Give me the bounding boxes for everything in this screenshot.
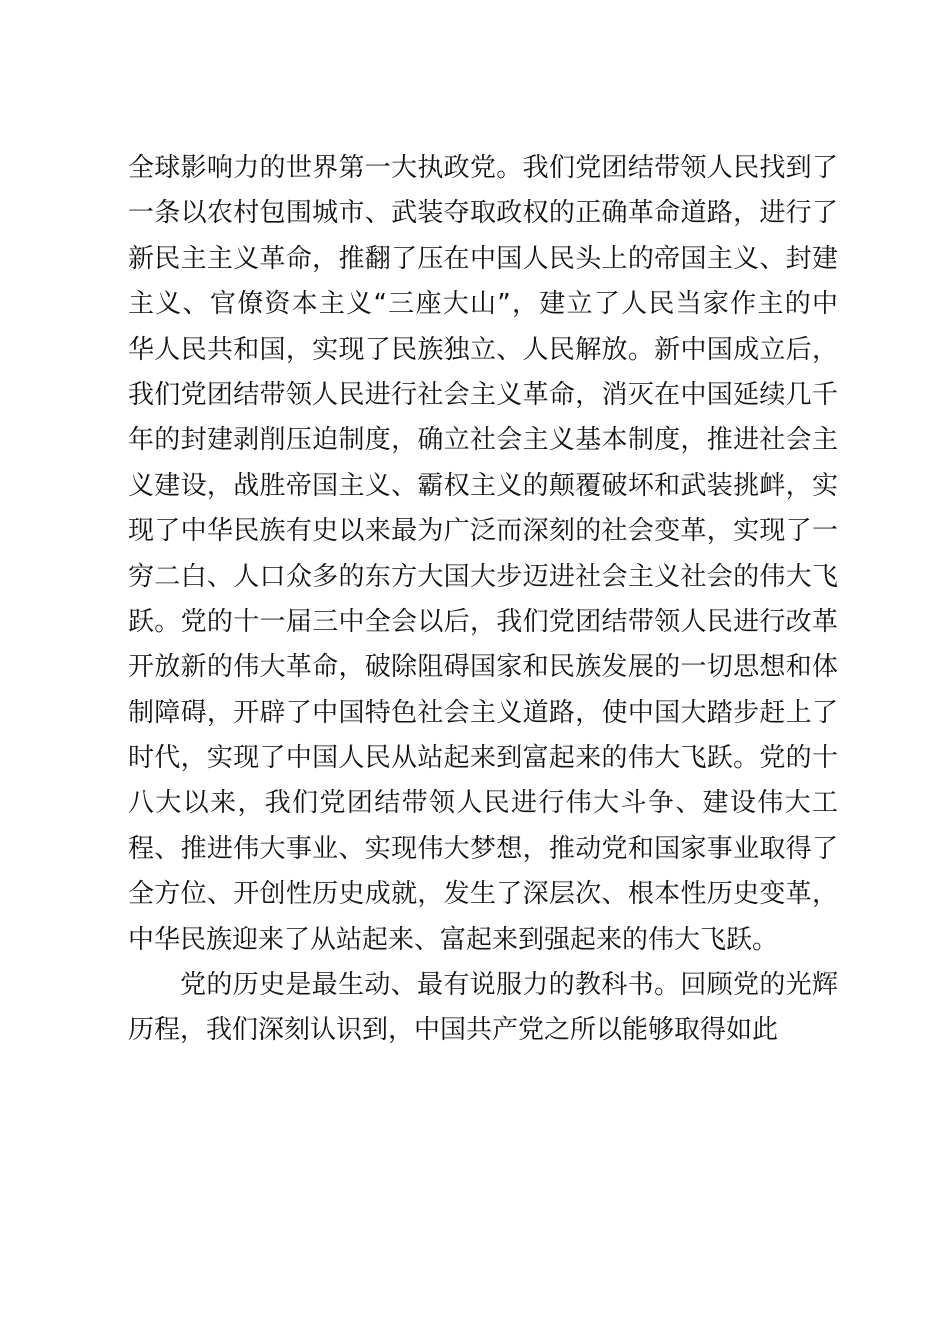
text-line: 历程，我们深刻认识到，中国共产党之所以能够取得如此 — [128, 1015, 779, 1046]
text-line: 现了中华民族有史以来最为广泛而深刻的社会变革，实现了一 — [128, 516, 838, 547]
body-text — [128, 146, 838, 1054]
text-line: 我们党团结带领人民进行社会主义革命，消灭在中国延续几千 — [128, 379, 838, 410]
paragraph-first-line: 党的历史是最生动、最有说服力的教科书。回顾党的光辉 — [180, 970, 838, 1001]
paragraph-last-line: 中华民族迎来了从站起来、富起来到强起来的伟大飞跃。 — [128, 924, 779, 955]
text-line: 跃。党的十一届三中全会以后，我们党团结带领人民进行改革 — [128, 606, 838, 637]
text-line: 新民主主义革命，推翻了压在中国人民头上的帝国主义、封建 — [128, 243, 838, 274]
text-line: 开放新的伟大革命，破除阻碍国家和民族发展的一切思想和体 — [128, 652, 838, 683]
text-line: 一条以农村包围城市、武装夺取政权的正确革命道路，进行了 — [128, 198, 838, 229]
text-line: 程、推进伟大事业、实现伟大梦想，推动党和国家事业取得了 — [128, 833, 838, 864]
text-line: 主义、官僚资本主义“三座大山”，建立了人民当家作主的中 — [128, 289, 838, 320]
text-line: 义建设，战胜帝国主义、霸权主义的颠覆破坏和武装挑衅，实 — [128, 470, 838, 501]
text-line: 年的封建剥削压迫制度，确立社会主义基本制度，推进社会主 — [128, 425, 838, 456]
text-line: 全球影响力的世界第一大执政党。我们党团结带领人民找到了 — [128, 153, 838, 183]
text-line: 华人民共和国，实现了民族独立、人民解放。新中国成立后， — [128, 334, 838, 365]
text-line: 时代，实现了中国人民从站起来到富起来的伟大飞跃。党的十 — [128, 743, 838, 774]
text-line: 制障碍，开辟了中国特色社会主义道路，使中国大踏步赶上了 — [128, 697, 838, 728]
text-line: 穷二白、人口众多的东方大国大步迈进社会主义社会的伟大飞 — [128, 561, 838, 592]
text-line: 八大以来，我们党团结带领人民进行伟大斗争、建设伟大工 — [128, 788, 838, 819]
text-line: 全方位、开创性历史成就，发生了深层次、根本性历史变革， — [128, 879, 838, 910]
